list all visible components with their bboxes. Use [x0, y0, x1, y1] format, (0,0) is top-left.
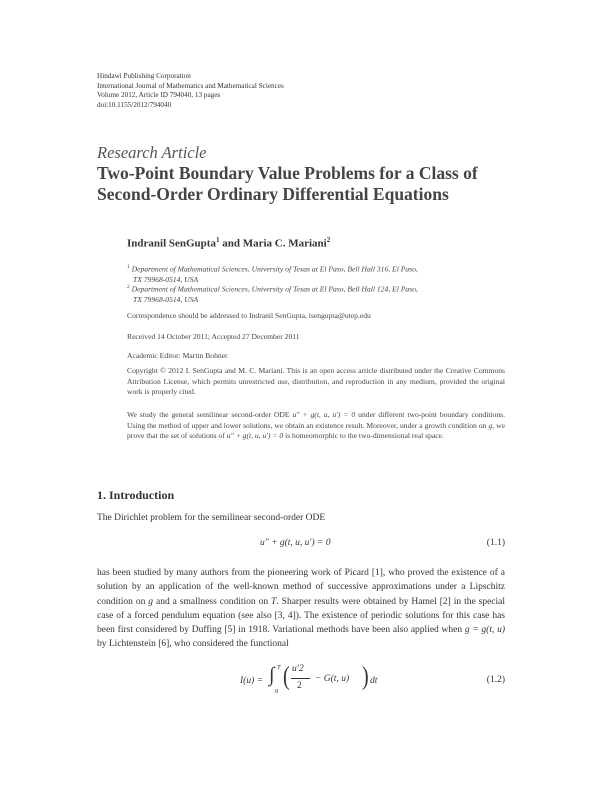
eq2-upper-limit: T	[277, 664, 281, 671]
author-1-affil: 1	[215, 236, 220, 244]
abstract-text-2: under different two-point boundary conditions. Using the method of upper and lower solutions, we obtain an existence result. Moreover, under a growth condition on	[127, 410, 505, 430]
para-text-2: and a smallness condition on	[156, 596, 269, 607]
abstract-equation-2: u″ + g(t, u, u′) = 0	[226, 431, 284, 440]
para-text-4: by Lichtenstein [6], who considered the functional	[97, 639, 289, 650]
para-text-1: has been studied by many authors from the pioneering work of Picard [1], who proved the existence of a solution by an application of the well-known method of successive approximations under a Lipschitz condition on	[97, 568, 505, 607]
academic-editor: Academic Editor: Martin Bohner	[127, 351, 228, 360]
volume-info: Volume 2012, Article ID 794040, 13 pages	[97, 91, 221, 100]
affiliation-1-num: 1	[127, 264, 130, 270]
abstract-text-1: We study the general semilinear second-order ODE	[127, 410, 290, 419]
right-paren: )	[362, 662, 369, 692]
eq2-lower-limit: 0	[275, 688, 279, 695]
author-1: Indranil SenGupta	[127, 237, 216, 250]
abstract	[127, 410, 505, 442]
affiliation-2	[127, 282, 505, 305]
article-type: Research Article	[97, 143, 207, 162]
copyright-notice: Copyright © 2012 I. SenGupta and M. C. Mariani. This is an open access article distributed under the Creative Commons Attribution License, which permits unrestricted use, distribution, and reproduction in any medium, provided the original work is properly cited.	[127, 366, 505, 396]
intro-line: The Dirichlet problem for the semilinear second-order ODE	[97, 513, 326, 523]
section-heading: 1. Introduction	[97, 488, 175, 502]
para-T: T	[271, 596, 277, 607]
eq2-numerator: u′2	[292, 664, 304, 674]
equation-1-2-number: (1.2)	[486, 675, 505, 685]
para-g: g	[148, 596, 154, 607]
affiliation-2-line2: TX 79968-0514, USA	[133, 294, 199, 304]
intro-paragraph	[97, 566, 505, 652]
affiliation-1-line2: TX 79968-0514, USA	[133, 274, 199, 284]
integral-sign: ∫	[269, 664, 275, 686]
abstract-equation: u″ + g(t, u, u′) = 0	[292, 410, 356, 419]
eq2-dt: dt	[370, 676, 378, 686]
eq2-rest: − G(t, u)	[315, 674, 350, 684]
journal-name: International Journal of Mathematics and Mathematical Sciences	[97, 81, 284, 90]
affiliation-2-line1: Department of Mathematical Sciences, University of Texas at El Paso, Bell Hall 124, El Paso,	[131, 284, 418, 294]
title-line-1: Two-Point Boundary Value Problems for a Class of	[97, 163, 478, 183]
publisher: Hindawi Publishing Corporation	[97, 72, 191, 80]
left-paren: (	[283, 662, 290, 692]
correspondence: Correspondence should be addressed to Indranil SenGupta, isengupta@utep.edu	[127, 311, 371, 320]
abstract-g: g	[488, 420, 493, 430]
author-list	[127, 236, 535, 250]
equation-1-1-formula: u″ + g(t, u, u′) = 0	[260, 538, 331, 548]
equation-1-2	[97, 664, 505, 704]
author-2-affil: 2	[326, 236, 331, 244]
affiliation-1-line1: Department of Mathematical Sciences, University of Texas at El Paso, Bell Hall 316, El Paso,	[131, 264, 418, 274]
received-dates: Received 14 October 2011; Accepted 27 December 2011	[127, 332, 300, 341]
para-g-equals: g = g(t, u)	[464, 625, 505, 636]
abstract-text-3: , we prove that the set of solutions of	[127, 420, 506, 440]
fraction-bar	[291, 678, 310, 679]
affiliation-2-num: 2	[127, 284, 130, 290]
author-and: and	[222, 237, 240, 250]
para-text-3: . Sharper results were obtained by Hamel [2] in the special case of a forced pendulum equation (see also [3, 4]). The existence of periodic solutions for this case has been first considered by Duffing [5] in 1918. Variational methods have been also applied when	[97, 596, 506, 636]
journal-header	[97, 72, 505, 110]
equation-1-1-number: (1.1)	[486, 538, 505, 548]
doi: doi:10.1155/2012/794040	[97, 100, 172, 109]
paper-title	[97, 163, 505, 205]
abstract-text-4: is homeomorphic to the two-dimensional real space.	[285, 431, 444, 440]
eq2-denominator: 2	[297, 681, 302, 691]
author-2: Maria C. Mariani	[242, 237, 327, 250]
title-line-2: Second-Order Ordinary Differential Equations	[97, 184, 449, 204]
eq2-lhs: I(u) =	[240, 676, 264, 686]
